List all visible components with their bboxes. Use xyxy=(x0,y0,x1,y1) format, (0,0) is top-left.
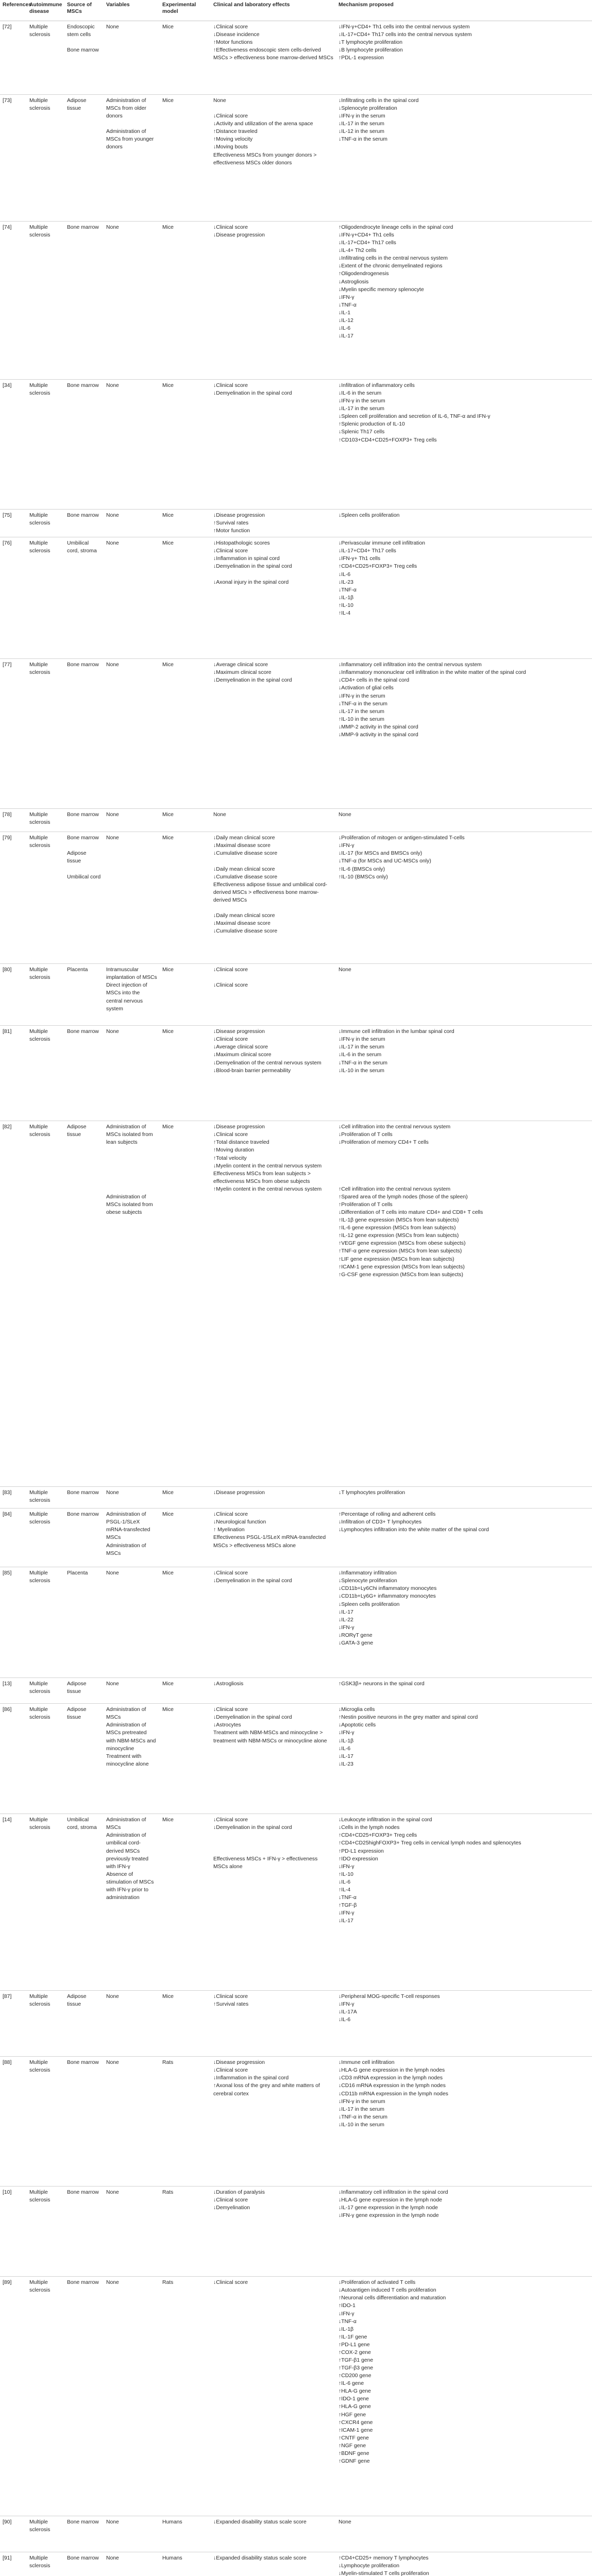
cell-model: Mice xyxy=(160,1991,211,2057)
cell-reference: [77] xyxy=(0,659,27,809)
cell-clinical-effects: ↓Clinical score ↓Demyelination in the spinal cord ↓Astrocytes Treatment with NBM-MSCs and minocycline > treatment with NBM-MSCs or minocycline alone xyxy=(211,1704,336,1814)
table-body xyxy=(0,21,592,2576)
cell-clinical-effects: None ↓Clinical score ↓Activity and utilization of the arena space ↑Distance traveled ↑Moving velocity ↓Moving bouts Effectiveness MSCs from younger donors > effectiveness MSCs older donors xyxy=(211,95,336,222)
table-row xyxy=(0,1121,592,1487)
cell-model: Mice xyxy=(160,809,211,832)
cell-model: Humans xyxy=(160,2552,211,2576)
cell-disease: Multiple sclerosis xyxy=(27,1991,64,2057)
cell-mechanism: ↓Proliferation of activated T cells ↓Autoantigen induced T cells proliferation ↑Neuronal cells differentiation and maturation ↑IDO-1 ↓IFN-γ ↓TNF-α ↓IL-1β ↑IL-1F gene ↑PD-L1 gene ↑COX-2 gene ↑TGF-β1 gene ↑TGF-β3 gene ↑CD200 gene ↑IL-6 gene ↑HLA-G gene ↑IDO-1 gene ↑HLA-G gene ↑HGF gene ↑CXCR4 gene ↑ICAM-1 gene ↑CNTF gene ↑NGF gene ↑BDNF gene ↑GDNF gene xyxy=(336,2277,592,2516)
cell-mechanism: ↓Leukocyte infiltration in the spinal cord ↓Cells in the lymph nodes ↑CD4+CD25+FOXP3+ Treg cells ↑CD4+CD25highFOXP3+ Treg cells in cervical lymph nodes and splenocytes ↑PD-L1 expression ↑IDO expression ↓IFN-γ ↑IL-10 ↓IL-6 ↑IL-4 ↓TNF-α ↑TGF-β ↓IFN-γ ↓IL-17 xyxy=(336,1814,592,1991)
cell-source: Endoscopic stem cells Bone marrow xyxy=(64,21,104,95)
cell-clinical-effects: ↓Disease progression ↓Clinical score ↓Inflammation in the spinal cord ↑Axonal loss of the grey and white matters of cerebral cortex xyxy=(211,2057,336,2187)
cell-clinical-effects: ↓Average clinical score ↓Maximum clinical score ↓Demyelination in the spinal cord xyxy=(211,659,336,809)
cell-mechanism: ↓Immune cell infiltration in the lumbar spinal cord ↓IFN-γ in the serum ↓IL-17 in the serum ↓IL-6 in the serum ↓TNF-α in the serum ↓IL-10 in the serum xyxy=(336,1026,592,1121)
cell-source: Bone marrow xyxy=(64,2552,104,2576)
table-row xyxy=(0,2187,592,2277)
cell-disease: Multiple sclerosis xyxy=(27,2516,64,2552)
cell-source: Placenta xyxy=(64,964,104,1026)
cell-model: Mice xyxy=(160,1814,211,1991)
cell-disease: Multiple sclerosis xyxy=(27,1026,64,1121)
cell-reference: [75] xyxy=(0,510,27,537)
header-mechanism-proposed: Mechanism proposed xyxy=(336,0,592,21)
cell-source: Bone marrow xyxy=(64,2277,104,2516)
table-row xyxy=(0,222,592,380)
cell-reference: [81] xyxy=(0,1026,27,1121)
cell-variables: None xyxy=(104,2057,160,2187)
cell-mechanism: None xyxy=(336,964,592,1026)
cell-source: Adipose tissue xyxy=(64,1991,104,2057)
cell-variables: None xyxy=(104,21,160,95)
cell-mechanism: ↓Immune cell infiltration ↓HLA-G gene expression in the lymph nodes ↓CD3 mRNA expression in the lymph nodes ↓CD16 mRNA expression in the lymph nodes ↓CD11b mRNA expression in the lymph nodes ↓IFN-γ in the serum ↓IL-17 in the serum ↓TNF-α in the serum ↓IL-10 in the serum xyxy=(336,2057,592,2187)
cell-clinical-effects: ↓Clinical score ↓Disease progression xyxy=(211,222,336,380)
cell-reference: [87] xyxy=(0,1991,27,2057)
cell-source: Adipose tissue xyxy=(64,1704,104,1814)
cell-reference: [91] xyxy=(0,2552,27,2576)
cell-reference: [74] xyxy=(0,222,27,380)
cell-source: Bone marrow xyxy=(64,659,104,809)
cell-variables: None xyxy=(104,809,160,832)
cell-mechanism: ↓Inflammatory cell infiltration in the spinal cord ↓HLA-G gene expression in the lymph node ↓IL-17 gene expression in the lymph node ↓IFN-γ gene expression in the lymph node xyxy=(336,2187,592,2277)
cell-mechanism: ↓Perivascular immune cell infiltration ↓IL-17+CD4+ Th17 cells ↓IFN-γ+ Th1 cells ↑CD4+CD25+FOXP3+ Treg cells ↓IL-6 ↓IL-23 ↓TNF-α ↓IL-1β ↑IL-10 ↑IL-4 xyxy=(336,537,592,659)
cell-disease: Multiple sclerosis xyxy=(27,1121,64,1487)
cell-variables: None xyxy=(104,1567,160,1678)
header-source-of-mscs: Source of MSCs xyxy=(64,0,104,21)
cell-reference: [90] xyxy=(0,2516,27,2552)
cell-disease: Multiple sclerosis xyxy=(27,380,64,510)
header-autoimmune-disease: Autoimmune disease xyxy=(27,0,64,21)
cell-model: Mice xyxy=(160,964,211,1026)
cell-source: Adipose tissue xyxy=(64,1121,104,1487)
cell-mechanism: None xyxy=(336,2516,592,2552)
cell-source: Bone marrow xyxy=(64,510,104,537)
table-row xyxy=(0,832,592,964)
cell-clinical-effects: ↓Clinical score ↓Demyelination in the spinal cord xyxy=(211,380,336,510)
cell-mechanism: ↓IFN-γ+CD4+ Th1 cells into the central nervous system ↓IL-17+CD4+ Th17 cells into the central nervous system ↓T lymphocyte proliferation ↓B lymphocyte proliferation ↑PDL-1 expression xyxy=(336,21,592,95)
cell-variables: Intramuscular implantation of MSCs Direct injection of MSCs into the central nervous system xyxy=(104,964,160,1026)
cell-reference: [82] xyxy=(0,1121,27,1487)
cell-mechanism: ↓Spleen cells proliferation xyxy=(336,510,592,537)
cell-mechanism: ↓T lymphocytes proliferation xyxy=(336,1487,592,1509)
cell-reference: [76] xyxy=(0,537,27,659)
table-row xyxy=(0,1991,592,2057)
table-row xyxy=(0,1814,592,1991)
cell-clinical-effects: ↓Clinical score ↑Survival rates xyxy=(211,1991,336,2057)
cell-disease: Multiple sclerosis xyxy=(27,1567,64,1678)
cell-reference: [78] xyxy=(0,809,27,832)
cell-clinical-effects: ↓Clinical score ↓Neurological function ↑ Myelination Effectiveness PSGL-1/SLeX mRNA-transfected MSCs > effectiveness MSCs alone xyxy=(211,1509,336,1567)
cell-source: Placenta xyxy=(64,1567,104,1678)
table-row xyxy=(0,1026,592,1121)
cell-source: Bone marrow xyxy=(64,380,104,510)
cell-mechanism: ↑CD4+CD25+ memory T lymphocytes ↓Lymphocyte proliferation ↓Myelin-stimulated T cells proliferation xyxy=(336,2552,592,2576)
cell-disease: Multiple sclerosis xyxy=(27,2057,64,2187)
table-header-row xyxy=(0,0,592,21)
table-row xyxy=(0,510,592,537)
cell-variables: None xyxy=(104,1487,160,1509)
table-row xyxy=(0,809,592,832)
cell-mechanism: None xyxy=(336,809,592,832)
cell-reference: [79] xyxy=(0,832,27,964)
cell-model: Mice xyxy=(160,380,211,510)
cell-disease: Multiple sclerosis xyxy=(27,1487,64,1509)
cell-source: Bone marrow xyxy=(64,222,104,380)
cell-model: Mice xyxy=(160,832,211,964)
cell-disease: Multiple sclerosis xyxy=(27,1509,64,1567)
cell-clinical-effects: ↓Clinical score ↓Clinical score xyxy=(211,964,336,1026)
table-row xyxy=(0,537,592,659)
cell-model: Mice xyxy=(160,1509,211,1567)
cell-mechanism: ↑Oligodendrocyte lineage cells in the spinal cord ↓IFN-γ+CD4+ Th1 cells ↓IL-17+CD4+ Th17 cells ↓IL-4+ Th2 cells ↓Infiltrating cells in the central nervous system ↓Extent of the chronic demyelinated regions ↑Oligodendrogenesis ↓Astrogliosis ↓Myelin specific memory splenocyte ↓IFN-γ ↓TNF-α ↓IL-1 ↓IL-12 ↓IL-6 ↓IL-17 xyxy=(336,222,592,380)
cell-model: Mice xyxy=(160,222,211,380)
cell-source: Bone marrow xyxy=(64,809,104,832)
cell-reference: [80] xyxy=(0,964,27,1026)
cell-disease: Multiple sclerosis xyxy=(27,510,64,537)
cell-mechanism: ↓Microglia cells ↑Nestin positive neurons in the grey matter and spinal cord ↓Apoptotic cells ↓IFN-γ ↓IL-1β ↓IL-6 ↓IL-17 ↓IL-23 xyxy=(336,1704,592,1814)
cell-clinical-effects: ↓Expanded disability status scale score xyxy=(211,2516,336,2552)
cell-model: Mice xyxy=(160,537,211,659)
cell-variables: None xyxy=(104,2187,160,2277)
cell-model: Mice xyxy=(160,95,211,222)
cell-variables: None xyxy=(104,2277,160,2516)
cell-reference: [83] xyxy=(0,1487,27,1509)
cell-clinical-effects: ↓Duration of paralysis ↓Clinical score ↓Demyelination xyxy=(211,2187,336,2277)
cell-reference: [89] xyxy=(0,2277,27,2516)
cell-clinical-effects: ↓Disease progression ↓Clinical score ↓Average clinical score ↓Maximum clinical score ↓Demyelination of the central nervous system ↓Blood-brain barrier permeability xyxy=(211,1026,336,1121)
table-row xyxy=(0,2277,592,2516)
cell-variables: None xyxy=(104,2516,160,2552)
cell-reference: [73] xyxy=(0,95,27,222)
cell-model: Rats xyxy=(160,2057,211,2187)
cell-disease: Multiple sclerosis xyxy=(27,21,64,95)
cell-disease: Multiple sclerosis xyxy=(27,964,64,1026)
cell-reference: [84] xyxy=(0,1509,27,1567)
cell-mechanism: ↑Percentage of rolling and adherent cells ↓Infiltration of CD3+ T lymphocytes ↓Lymphocytes infiltration into the white matter of the spinal cord xyxy=(336,1509,592,1567)
cell-disease: Multiple sclerosis xyxy=(27,222,64,380)
cell-disease: Multiple sclerosis xyxy=(27,2277,64,2516)
table-row xyxy=(0,1704,592,1814)
cell-clinical-effects: None xyxy=(211,809,336,832)
cell-source: Umbilical cord, stroma xyxy=(64,1814,104,1991)
cell-model: Mice xyxy=(160,1121,211,1487)
cell-source: Bone marrow xyxy=(64,2516,104,2552)
cell-reference: [34] xyxy=(0,380,27,510)
cell-reference: [14] xyxy=(0,1814,27,1991)
cell-variables: None xyxy=(104,1026,160,1121)
cell-mechanism: ↓Inflammatory cell infiltration into the central nervous system ↓Inflammatory mononuclear cell infiltration in the white matter of the spinal cord ↓CD4+ cells in the spinal cord ↓Activation of glial cells ↓IFN-γ in the serum ↓TNF-α in the serum ↓IL-17 in the serum ↑IL-10 in the serum ↓MMP-2 activity in the spinal cord ↓MMP-9 activity in the spinal cord xyxy=(336,659,592,809)
table-row xyxy=(0,2516,592,2552)
cell-variables: Administration of MSCs Administration of MSCs pretreated with NBM-MSCs and minocycline Treatment with minocycline alone xyxy=(104,1704,160,1814)
cell-mechanism: ↑GSK3β+ neurons in the spinal cord xyxy=(336,1678,592,1704)
cell-source: Adipose tissue xyxy=(64,1678,104,1704)
cell-variables: None xyxy=(104,2552,160,2576)
cell-variables: None xyxy=(104,1678,160,1704)
header-variables: Variables xyxy=(104,0,160,21)
cell-clinical-effects: ↓Disease progression ↑Survival rates ↑Motor function xyxy=(211,510,336,537)
cell-source: Bone marrow xyxy=(64,2187,104,2277)
cell-variables: None xyxy=(104,380,160,510)
cell-variables: None xyxy=(104,832,160,964)
cell-variables: Administration of MSCs isolated from lean subjects Administration of MSCs isolated from obese subjects xyxy=(104,1121,160,1487)
cell-source: Bone marrow xyxy=(64,2057,104,2187)
cell-clinical-effects: ↓Expanded disability status scale score xyxy=(211,2552,336,2576)
cell-model: Mice xyxy=(160,1487,211,1509)
header-references: References xyxy=(0,0,27,21)
table-row xyxy=(0,2552,592,2576)
table-row xyxy=(0,2057,592,2187)
cell-source: Bone marrow xyxy=(64,1487,104,1509)
cell-model: Mice xyxy=(160,1704,211,1814)
table-row xyxy=(0,1567,592,1678)
cell-reference: [88] xyxy=(0,2057,27,2187)
cell-clinical-effects: ↓Histopathologic scores ↓Clinical score ↓Inflammation in spinal cord ↓Demyelination in the spinal cord ↓Axonal injury in the spinal cord xyxy=(211,537,336,659)
cell-mechanism: ↓Proliferation of mitogen or antigen-stimulated T-cells ↓IFN-γ ↓IL-17 (for MSCs and BMSCs only) ↓TNF-α (for MSCs and UC-MSCs only) ↑IL-6 (BMSCs only) ↑IL-10 (BMSCs only) xyxy=(336,832,592,964)
cell-clinical-effects: ↓Clinical score ↓Demyelination in the spinal cord Effectiveness MSCs + IFN-γ > effectiveness MSCs alone xyxy=(211,1814,336,1991)
cell-mechanism: ↓Inflammatory infiltration ↓Splenocyte proliferation ↓CD11b+Ly6Chi inflammatory monocytes ↓CD11b+Ly6G+ inflammatory monocytes ↓Spleen cells proliferation ↓IL-17 ↓IL-22 ↓IFN-γ ↓RORγT gene ↓GATA-3 gene xyxy=(336,1567,592,1678)
cell-clinical-effects: ↓Astrogliosis xyxy=(211,1678,336,1704)
cell-model: Mice xyxy=(160,510,211,537)
cell-reference: [86] xyxy=(0,1704,27,1814)
cell-reference: [85] xyxy=(0,1567,27,1678)
cell-variables: None xyxy=(104,1991,160,2057)
cell-mechanism: ↓Peripheral MOG-specific T-cell responses ↓IFN-γ ↓IL-17A ↓IL-6 xyxy=(336,1991,592,2057)
table-row xyxy=(0,1678,592,1704)
header-clinical-effects: Clinical and laboratory effects xyxy=(211,0,336,21)
table-row xyxy=(0,964,592,1026)
cell-variables: None xyxy=(104,510,160,537)
cell-model: Mice xyxy=(160,1026,211,1121)
cell-variables: None xyxy=(104,659,160,809)
cell-model: Rats xyxy=(160,2187,211,2277)
cell-mechanism: ↓Infiltration of inflammatory cells ↓IL-6 in the serum ↓IFN-γ in the serum ↓IL-17 in the serum ↓Spleen cell proliferation and secretion of IL-6, TNF-α and IFN-γ ↑Splenic production of IL-10 ↓Splenic Th17 cells ↑CD103+CD4+CD25+FOXP3+ Treg cells xyxy=(336,380,592,510)
cell-variables: Administration of MSCs from older donors Administration of MSCs from younger donors xyxy=(104,95,160,222)
cell-source: Umbilical cord, stroma xyxy=(64,537,104,659)
cell-mechanism: ↓Cell infiltration into the central nervous system ↓Proliferation of T cells ↓Proliferation of memory CD4+ T cells ↑Cell infiltration into the central nervous system ↑Spared area of the lymph nodes (those of the spleen) ↑Proliferation of T cells ↓Differentiation of T cells into mature CD4+ and CD8+ T cells ↑IL-1β gene expression (MSCs from lean subjects) ↑IL-6 gene expression (MSCs from lean subjects) ↑IL-12 gene expression (MSCs from lean subjects) ↑VEGF gene expression (MSCs from obese subjects) ↑TNF-α gene expression (MSCs from lean subjects) ↑LIF gene expression (MSCs from lean subjects) ↑ICAM-1 gene expression (MSCs from lean subjects) ↑G-CSF gene expression (MSCs from lean subjects) xyxy=(336,1121,592,1487)
cell-clinical-effects: ↓Clinical score xyxy=(211,2277,336,2516)
cell-model: Mice xyxy=(160,659,211,809)
cell-source: Bone marrow xyxy=(64,1509,104,1567)
cell-disease: Multiple sclerosis xyxy=(27,832,64,964)
cell-disease: Multiple sclerosis xyxy=(27,95,64,222)
cell-clinical-effects: ↓Clinical score ↓Demyelination in the spinal cord xyxy=(211,1567,336,1678)
table-row xyxy=(0,1487,592,1509)
cell-disease: Multiple sclerosis xyxy=(27,1678,64,1704)
cell-disease: Multiple sclerosis xyxy=(27,809,64,832)
cell-variables: Administration of MSCs Administration of umbilical cord-derived MSCs previously treated with IFN-γ Absence of stimulation of MSCs with IFN-γ prior to administration xyxy=(104,1814,160,1991)
cell-variables: Administration of PSGL-1/SLeX mRNA-transfected MSCs Administration of MSCs xyxy=(104,1509,160,1567)
header-experimental-model: Experimental model xyxy=(160,0,211,21)
table-row xyxy=(0,21,592,95)
cell-disease: Multiple sclerosis xyxy=(27,1814,64,1991)
cell-model: Humans xyxy=(160,2516,211,2552)
cell-clinical-effects: ↓Disease progression ↓Clinical score ↑Total distance traveled ↑Moving duration ↑Total velocity ↓Myelin content in the central nervous system Effectiveness MSCs from lean subjects > effectiveness MSCs from obese subjects ↑Myelin content in the central nervous system xyxy=(211,1121,336,1487)
cell-clinical-effects: ↓Clinical score ↓Disease incidence ↑Motor functions ↑Effectiveness endoscopic stem cells-derived MSCs > effectiveness bone marrow-derived MSCs xyxy=(211,21,336,95)
cell-variables: None xyxy=(104,537,160,659)
cell-model: Mice xyxy=(160,1567,211,1678)
cell-model: Mice xyxy=(160,21,211,95)
table-row xyxy=(0,380,592,510)
cell-source: Adipose tissue xyxy=(64,95,104,222)
cell-clinical-effects: ↓Daily mean clinical score ↓Maximal disease score ↓Cumulative disease score ↓Daily mean clinical score ↓Cumulative disease score Effectiveness adipose tissue and umbilical cord-derived MSCs > effectiveness bone marrow-derived MSCs ↓Daily mean clinical score ↓Maximal disease score ↓Cumulative disease score xyxy=(211,832,336,964)
cell-variables: None xyxy=(104,222,160,380)
cell-clinical-effects: ↓Disease progression xyxy=(211,1487,336,1509)
cell-disease: Multiple sclerosis xyxy=(27,1704,64,1814)
table-row xyxy=(0,95,592,222)
cell-disease: Multiple sclerosis xyxy=(27,2552,64,2576)
cell-reference: [72] xyxy=(0,21,27,95)
table-row xyxy=(0,659,592,809)
cell-model: Mice xyxy=(160,1678,211,1704)
cell-disease: Multiple sclerosis xyxy=(27,537,64,659)
table-row xyxy=(0,1509,592,1567)
cell-source: Bone marrow Adipose tissue Umbilical cord xyxy=(64,832,104,964)
cell-disease: Multiple sclerosis xyxy=(27,2187,64,2277)
cell-model: Rats xyxy=(160,2277,211,2516)
cell-reference: [13] xyxy=(0,1678,27,1704)
cell-reference: [10] xyxy=(0,2187,27,2277)
cell-source: Bone marrow xyxy=(64,1026,104,1121)
cell-mechanism: ↓Infiltrating cells in the spinal cord ↓Splenocyte proliferation ↓IFN-γ in the serum ↓IL-17 in the serum ↓IL-12 in the serum ↓TNF-α in the serum xyxy=(336,95,592,222)
cell-disease: Multiple sclerosis xyxy=(27,659,64,809)
